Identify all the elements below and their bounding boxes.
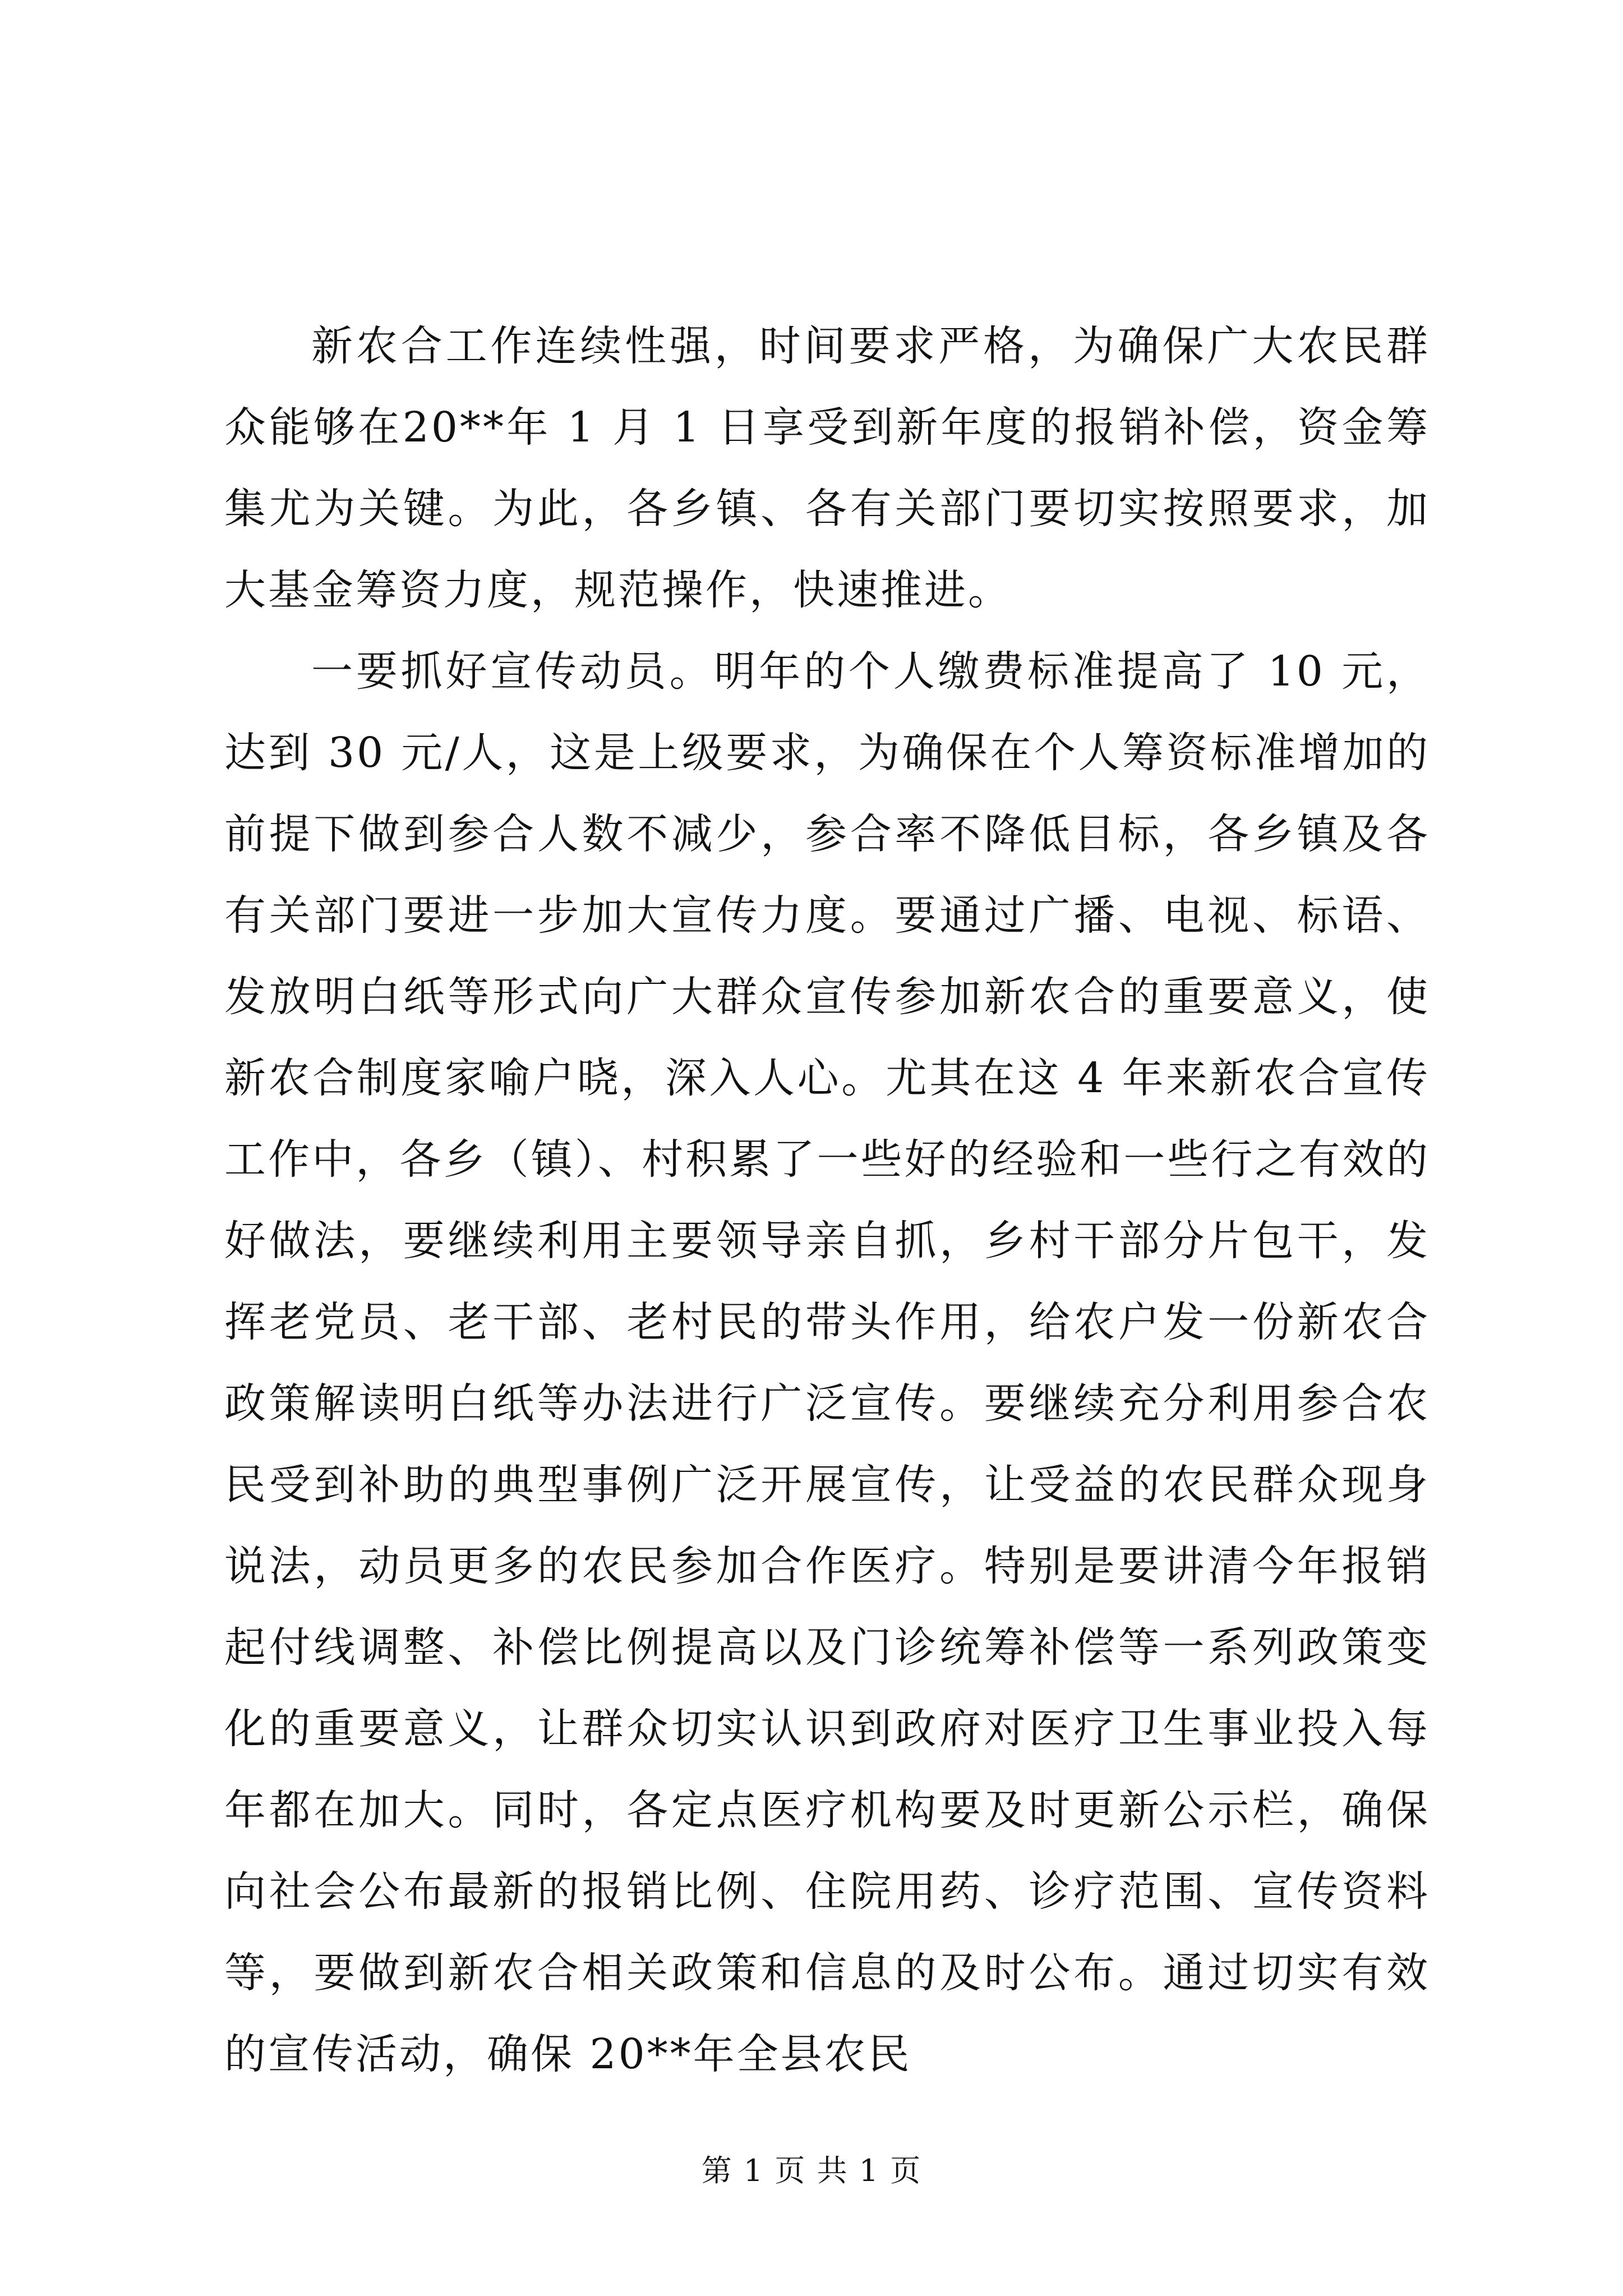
page-footer: 第 1 页 共 1 页: [701, 2153, 922, 2188]
paragraph-intro: 新农合工作连续性强，时间要求严格，为确保广大农民群众能够在20**年 1 月 1 日享受到新年度的报销补偿，资金筹集尤为关键。为此，各乡镇、各有关部门要切实按照要求，加大基金筹资力度，规范操作，快速推进。: [224, 322, 1430, 614]
paragraph-publicity: 一要抓好宣传动员。明年的个人缴费标准提高了 10 元，达到 30 元/人，这是上级要求，为确保在个人筹资标准增加的前提下做到参合人数不减少，参合率不降低目标，各乡镇及各有关部门要进一步加大宣传力度。要通过广播、电视、标语、发放明白纸等形式向广大群众宣传参加新农合的重要意义，使新农合制度家喻户晓，深入人心。尤其在这 4 年来新农合宣传工作中，各乡（镇）、村积累了一些好的经验和一些行之有效的好做法，要继续利用主要领导亲自抓，乡村干部分片包干，发挥老党员、老干部、老村民的带头作用，给农户发一份新农合政策解读明白纸等办法进行广泛宣传。要继续充分利用参合农民受到补助的典型事例广泛开展宣传，让受益的农民群众现身说法，动员更多的农民参加合作医疗。特别是要讲清今年报销起付线调整、补偿比例提高以及门诊统筹补偿等一系列政策变化的重要意义，让群众切实认识到政府对医疗卫生事业投入每年都在加大。同时，各定点医疗机构要及时更新公示栏，确保向社会公布最新的报销比例、住院用药、诊疗范围、宣传资料等，要做到新农合相关政策和信息的及时公布。通过切实有效的宣传活动，确保 20**年全县农民: [224, 647, 1430, 2078]
document-body: [224, 306, 1430, 2095]
